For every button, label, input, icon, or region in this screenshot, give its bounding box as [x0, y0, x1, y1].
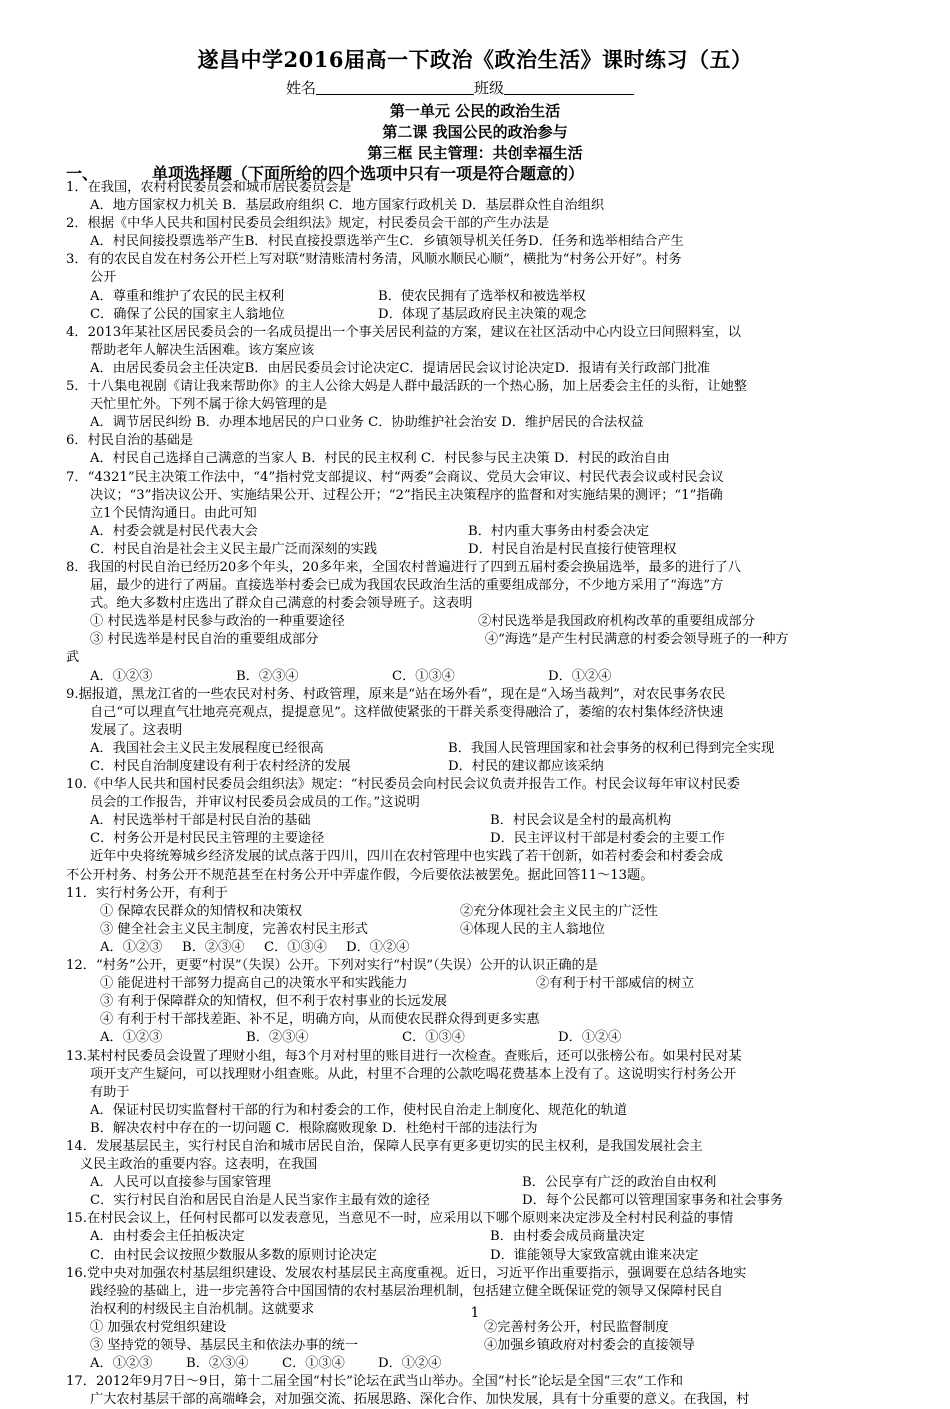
- option-item: C．实行村民自治和居民自治是人民当家作主最有效的途径: [90, 1193, 430, 1209]
- option-item: B．村民会议是全村的最高机构: [490, 813, 672, 829]
- text-line: 届，最少的进行了两届。直接选举村委会已成为我国农民政治生活的重要组成部分，不少地方采用了“海选”方: [90, 578, 724, 594]
- name-label: 姓名: [286, 79, 317, 97]
- option-item: ②有利于村干部威信的树立: [536, 976, 695, 992]
- option-item: B．使农民拥有了选举权和被选举权: [378, 288, 586, 304]
- text-line: ④ 有利于村干部找差距、补不足，明确方向，从而使农民群众得到更多实惠: [100, 1012, 540, 1028]
- option-item: A．尊重和维护了农民的民主权利: [90, 288, 285, 304]
- option-item: ④“海选”是产生村民满意的村委会领导班子的一种方: [485, 632, 789, 648]
- option-row: [66, 1337, 896, 1355]
- option-item: C．村民自治是社会主义民主最广泛而深刻的实践: [90, 541, 378, 557]
- text-line: 治权利的村级民主自治机制。这就要求: [90, 1301, 315, 1317]
- option-item: D．①②④: [558, 1030, 622, 1046]
- text-line: 践经验的基础上，进一步完善符合中国国情的农村基层治理机制，包括建立健全既保证党的领导又保障村民自: [90, 1283, 723, 1299]
- text-line: 发展了。这表明: [90, 722, 183, 738]
- option-row: [66, 541, 896, 559]
- option-row: [66, 1319, 896, 1337]
- text-line: 自己“可以理直气壮地亮亮观点，提提意见”。这样做使紧张的干群关系变得融洽了，萎缩的农村集体经济快速: [90, 704, 724, 720]
- text-line: 8．我国的村民自治已经历20多个年头，20多年来，全国农村普遍进行了四到五届村委会换届选举，最多的进行了八: [66, 559, 741, 575]
- option-row: [66, 758, 896, 776]
- option-item: ③ 村民选举是村民自治的重要组成部分: [90, 632, 319, 648]
- option-item: B．②③④: [236, 668, 299, 684]
- option-item: ① 保障农民群众的知情权和决策权: [100, 903, 303, 919]
- option-item: C．村民自治制度建设有利于农村经济的发展: [90, 759, 351, 774]
- text-line: 16.党中央对加强农村基层组织建设、发展农村基层民主高度重视。近日，习近平作出重要指示，强调要在总结各地实: [66, 1265, 747, 1281]
- text-line: 6．村民自治的基础是: [66, 433, 194, 449]
- text-line: A．地方国家权力机关 B．基层政府组织 C．地方国家行政机关 D．基层群众性自治组织: [90, 198, 605, 214]
- option-item: C．①③④: [264, 939, 327, 955]
- text-line: 11．实行村务公开，有利于: [66, 885, 228, 901]
- option-item: D．①②④: [378, 1356, 442, 1372]
- text-line: 员会的工作报告，并审议村民委员会成员的工作。”这说明: [90, 795, 420, 811]
- option-row: [66, 903, 896, 921]
- option-item: D．村民自治是村民直接行使管理权: [468, 541, 677, 557]
- text-line: 近年中央将统筹城乡经济发展的试点落于四川，四川在农村管理中也实践了若干创新，如若村委会和村委会成: [90, 849, 723, 865]
- option-item: ③ 坚持党的领导、基层民主和依法办事的统一: [90, 1338, 358, 1353]
- text-line: 武: [66, 650, 80, 666]
- text-line: 9.据报道，黑龙江省的一些农民对村务、村政管理，原来是“站在场外看”，现在是“入场当裁判”，对农民事务农民: [66, 686, 726, 702]
- text-line: 4．2013年某社区居民委员会的一名成员提出一个事关居民利益的方案，建议在社区活动中心内设立曰间照料室，以: [66, 324, 741, 340]
- option-row: [66, 1247, 896, 1265]
- option-item: D．村民的建议都应该采纳: [448, 759, 604, 774]
- option-row: [66, 288, 896, 306]
- option-row: [66, 523, 896, 541]
- option-item: B．由村委会成员商量决定: [490, 1229, 645, 1245]
- option-row: [66, 1029, 896, 1047]
- option-item: D．①②④: [346, 939, 410, 955]
- option-item: B．②③④: [186, 1356, 249, 1372]
- option-item: ②完善村务公开，村民监督制度: [484, 1319, 669, 1335]
- option-item: A．村委会就是村民代表大会: [90, 523, 258, 539]
- text-line: 公开: [90, 270, 117, 286]
- lesson-heading: 第二课 我国公民的政治参与: [382, 123, 568, 141]
- option-row: [66, 1192, 896, 1210]
- option-item: ④体现人民的主人翁地位: [460, 921, 606, 937]
- option-item: C．由村民会议按照少数服从多数的原则讨论决定: [90, 1247, 378, 1263]
- text-line: 天忙里忙外。下列不属于徐大妈管理的是: [90, 397, 328, 413]
- option-item: ① 能促进村干部努力提高自己的决策水平和实践能力: [100, 976, 408, 992]
- unit-heading: 第一单元 公民的政治生活: [389, 102, 561, 120]
- text-line: 13.某村村民委员会设置了理财小组，每3个月对村里的账目进行一次检查。查账后，还可以张榜公布。如果村民对某: [66, 1048, 742, 1064]
- text-line: 有助于: [90, 1084, 130, 1100]
- option-row: [66, 830, 896, 848]
- page-title: 遂昌中学2016届高一下政治《政治生活》课时练习（五）: [197, 47, 753, 72]
- option-row: [66, 812, 896, 830]
- option-item: D．谁能领导大家致富就由谁来决定: [490, 1247, 699, 1263]
- option-row: [66, 631, 896, 649]
- option-item: B．②③④: [246, 1030, 309, 1046]
- option-item: ① 村民选举是村民参与政治的一种重要途径: [90, 614, 345, 630]
- option-item: D．民主评议村干部是村委会的主要工作: [490, 831, 725, 847]
- section-number: 一、: [66, 164, 99, 183]
- option-row: [66, 306, 896, 324]
- page-number: 1: [470, 1305, 480, 1321]
- option-row: [66, 668, 896, 686]
- option-item: C．①③④: [402, 1030, 465, 1046]
- text-line: 不公开村务、村务公开不规范甚至在村务公开中弄虚作假，今后要依法被罢免。据此回答11～13题。: [66, 867, 654, 883]
- frame-heading: 第三框 民主管理：共创幸福生活: [367, 144, 583, 162]
- option-item: D．①②④: [548, 668, 612, 684]
- text-line: 帮助老年人解决生活困难。该方案应该: [90, 342, 315, 358]
- text-line: 14．发展基层民主，实行村民自治和城市居民自治，保障人民享有更多更切实的民主权利，是我国发展社会主: [66, 1138, 703, 1154]
- option-item: B．公民享有广泛的政治自由权利: [522, 1175, 717, 1191]
- option-row: [66, 740, 896, 758]
- option-item: A．①②③: [90, 1356, 153, 1372]
- text-line: 1．在我国，农村村民委员会和城市居民委员会是: [66, 180, 352, 195]
- option-row: [66, 1174, 896, 1192]
- option-row: [66, 1355, 896, 1373]
- text-line: 式。绝大多数村庄选出了群众自己满意的村委会领导班子。这表明: [90, 596, 473, 612]
- option-item: ④加强乡镇政府对村委会的直接领导: [484, 1338, 695, 1353]
- question-list: [66, 179, 896, 1409]
- option-item: ②村民选举是我国政府机构改革的重要组成部分: [478, 614, 755, 630]
- text-line: B．解决农村中存在的一切问题 C．根除腐败现象 D．杜绝村干部的违法行为: [90, 1120, 538, 1136]
- option-item: D．体现了基层政府民主决策的观念: [378, 306, 587, 322]
- option-item: ① 加强农村党组织建设: [90, 1319, 227, 1335]
- class-blank: [504, 79, 634, 95]
- name-blank: [316, 79, 474, 95]
- option-item: A．由村委会主任拍板决定: [90, 1229, 245, 1245]
- option-item: ②充分体现社会主义民主的广泛性: [460, 903, 658, 919]
- class-label: 班级: [474, 79, 505, 97]
- text-line: A．村民自己选择自己满意的当家人 B．村民的民主权利 C．村民参与民主决策 D．村民的政治自由: [90, 451, 670, 467]
- option-item: C．①③④: [282, 1356, 345, 1372]
- option-item: A．人民可以直接参与国家管理: [90, 1175, 271, 1191]
- option-item: B．②③④: [182, 939, 245, 955]
- option-item: A．①②③: [90, 668, 153, 684]
- option-row: [66, 939, 896, 957]
- section-title: 单项选择题（下面所给的四个选项中只有一项是符合题意的）: [152, 164, 585, 183]
- text-line: 义民主政治的重要内容。这表明，在我国: [80, 1157, 318, 1173]
- text-line: 10.《中华人民共和国村民委员会组织法》规定：“村民委员会向村民会议负责并报告工作。村民会议每年审议村民委: [66, 777, 740, 793]
- option-row: [66, 613, 896, 631]
- option-item: A．①②③: [100, 1030, 163, 1046]
- option-item: A．我国社会主义民主发展程度已经很高: [90, 740, 324, 756]
- text-line: 17．2012年9月7日～9日，第十二届全国“村长”论坛在武当山举办。全国“村长”论坛是全国“三农”工作和: [66, 1374, 684, 1390]
- option-row: [66, 975, 896, 993]
- text-line: A．村民间接投票选举产生B．村民直接投票选举产生C．乡镇领导机关任务D．任务和选举相结合产生: [90, 234, 684, 250]
- option-item: ③ 健全社会主义民主制度，完善农村民主形式: [100, 921, 368, 937]
- text-line: 3．有的农民自发在村务公开栏上写对联“财清账清村务清，风顺水顺民心顺”，横批为“村务公开好”。村务: [66, 252, 682, 268]
- text-line: 12．“村务”公开，更要“村误”（失误）公开。下列对实行“村误”（失误）公开的认识正确的是: [66, 958, 598, 974]
- option-item: D．每个公民都可以管理国家事务和社会事务: [522, 1193, 784, 1209]
- text-line: 立1个民情沟通日。由此可知: [90, 505, 257, 521]
- option-item: C．村务公开是村民民主管理的主要途径: [90, 831, 325, 847]
- text-line: ③ 有利于保障群众的知情权，但不利于农村事业的长远发展: [100, 994, 448, 1010]
- text-line: A．调节居民纠纷 B．办理本地居民的户口业务 C．协助维护社会治安 D．维护居民的合法权益: [90, 415, 644, 431]
- text-line: 7．“4321”民主决策工作法中，“4”指村党支部提议、村“两委”会商议、党员大会审议、村民代表会议或村民会议: [66, 469, 724, 485]
- text-line: A．由居民委员会主任决定B．由居民委员会讨论决定C．提请居民会议讨论决定D．报请有关行政部门批准: [90, 360, 711, 376]
- option-row: [66, 921, 896, 939]
- text-line: 2．根据《中华人民共和国村民委员会组织法》规定，村民委员会干部的产生办法是: [66, 216, 550, 232]
- name-class-line: [286, 77, 634, 98]
- option-item: A．①②③: [100, 939, 163, 955]
- text-line: 5．十八集电视剧《请让我来帮助你》的主人公徐大妈是人群中最活跃的一个热心肠，加上居委会主任的头衔，让她整: [66, 379, 747, 395]
- text-line: 项开支产生疑问，可以找理财小组查账。从此，村里不合理的公款吃喝花费基本上没有了。这说明实行村务公开: [90, 1066, 737, 1082]
- option-item: B．我国人民管理国家和社会事务的权利已得到完全实现: [448, 740, 775, 756]
- option-item: A．村民选举村干部是村民自治的基础: [90, 813, 311, 829]
- text-line: 15.在村民会议上，任何村民都可以发表意见，当意见不一时，应采用以下哪个原则来决定涉及全村村民利益的事情: [66, 1211, 734, 1227]
- option-row: [66, 1228, 896, 1246]
- text-line: 广大农村基层干部的高端峰会，对加强交流、拓展思路、深化合作、加快发展，具有十分重要的意义。在我国，村: [90, 1392, 750, 1408]
- text-line: A．保证村民切实监督村干部的行为和村委会的工作，使村民自治走上制度化、规范化的轨道: [90, 1102, 628, 1118]
- option-item: C．确保了公民的国家主人翁地位: [90, 306, 285, 322]
- text-line: 决议；“3”指决议公开、实施结果公开、过程公开；“2”指民主决策程序的监督和对实施结果的测评；“1”指确: [90, 487, 723, 503]
- option-item: C．①③④: [392, 668, 455, 684]
- option-item: B．村内重大事务由村委会决定: [468, 523, 650, 539]
